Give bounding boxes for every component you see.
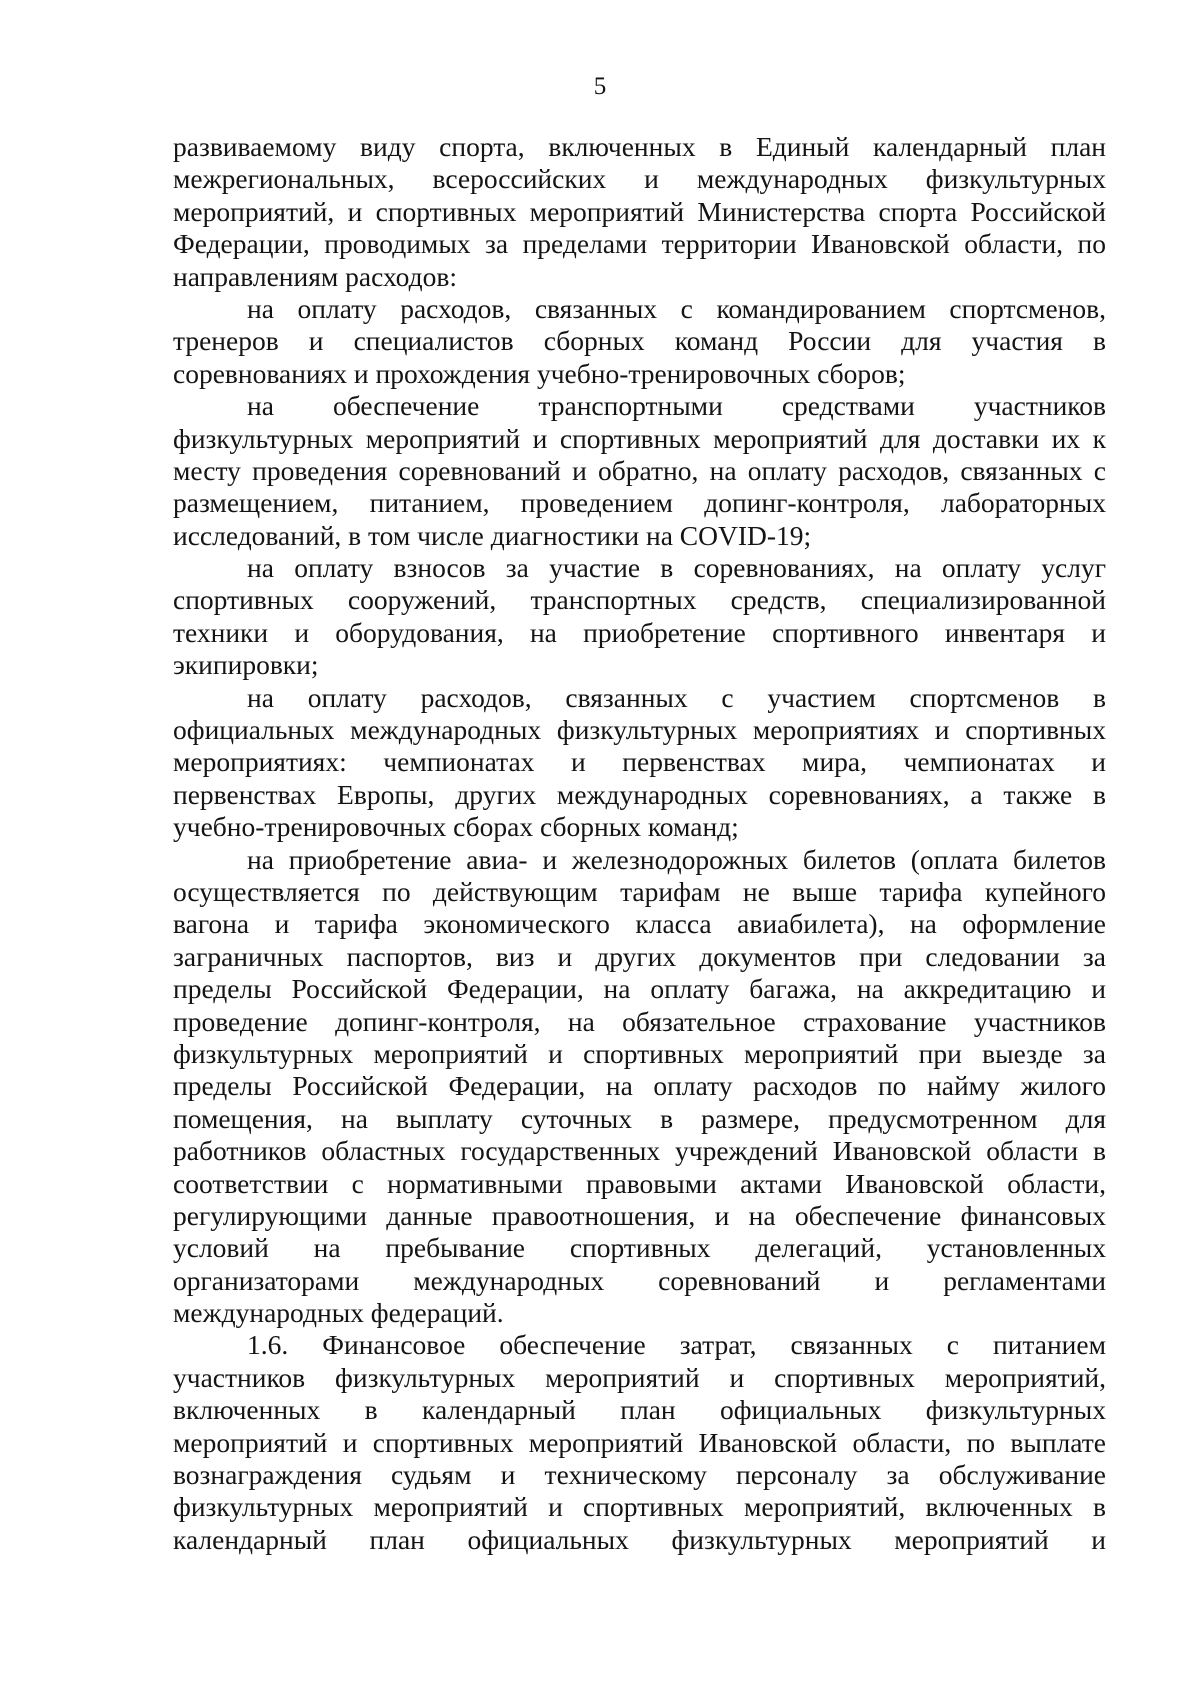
text-line: Федерации, проводимых за пределами территории Ивановской области, по — [173, 228, 1106, 260]
text-line: проведение допинг-контроля, на обязательное страхование участников — [173, 1005, 1106, 1037]
text-line: физкультурных мероприятий и спортивных мероприятий, включенных в — [173, 1491, 1106, 1523]
text-line: на приобретение авиа- и железнодорожных билетов (оплата билетов — [247, 843, 1106, 875]
text-line: размещением, питанием, проведением допинг-контроля, лабораторных — [173, 487, 1106, 519]
text-line: условий на пребывание спортивных делегаций, установленных — [173, 1232, 1106, 1264]
document-body — [173, 131, 1106, 1556]
text-line: развиваемому виду спорта, включенных в Единый календарный план — [173, 131, 1106, 162]
text-line: первенствах Европы, других международных соревнованиях, а также в — [173, 778, 1106, 810]
text-line: учебно-тренировочных сборах сборных команд; — [173, 811, 739, 843]
text-line: регулирующими данные правоотношения, и на обеспечение финансовых — [173, 1199, 1106, 1231]
text-line: международных федераций. — [173, 1297, 504, 1329]
text-line: на оплату расходов, связанных с командированием спортсменов, — [247, 292, 1106, 324]
text-line: организаторами международных соревнований и регламентами — [173, 1264, 1106, 1296]
text-line: физкультурных мероприятий и спортивных мероприятий для доставки их к — [173, 422, 1106, 454]
text-line: календарный план официальных физкультурных мероприятий и — [173, 1523, 1106, 1555]
text-line: вознаграждения судьям и техническому персоналу за обслуживание — [173, 1459, 1106, 1491]
text-line: мероприятий, и спортивных мероприятий Министерства спорта Российской — [173, 195, 1106, 227]
text-line: вагона и тарифа экономического класса авиабилета), на оформление — [173, 908, 1106, 940]
text-line: направлениям расходов: — [173, 260, 457, 292]
text-line: соответствии с нормативными правовыми актами Ивановской области, — [173, 1167, 1106, 1199]
text-line: исследований, в том числе диагностики на COVID-19; — [173, 519, 812, 551]
text-line: осуществляется по действующим тарифам не выше тарифа купейного — [173, 875, 1106, 907]
text-line: спортивных сооружений, транспортных средств, специализированной — [173, 584, 1106, 616]
text-line: на оплату расходов, связанных с участием спортсменов в — [247, 681, 1106, 713]
text-line: мероприятий и спортивных мероприятий Ивановской области, по выплате — [173, 1426, 1106, 1458]
text-line: пределы Российской Федерации, на оплату багажа, на аккредитацию и — [173, 973, 1106, 1005]
text-line: официальных международных физкультурных мероприятиях и спортивных — [173, 714, 1106, 746]
text-line: межрегиональных, всероссийских и международных физкультурных — [173, 163, 1106, 195]
text-line: физкультурных мероприятий и спортивных мероприятий при выезде за — [173, 1037, 1106, 1069]
text-line: месту проведения соревнований и обратно, на оплату расходов, связанных с — [173, 454, 1106, 486]
text-line: включенных в календарный план официальных физкультурных — [173, 1394, 1106, 1426]
text-line: 1.6. Финансовое обеспечение затрат, связанных с питанием — [247, 1329, 1106, 1361]
text-line: соревнованиях и прохождения учебно-тренировочных сборов; — [173, 357, 906, 389]
text-line: техники и оборудования, на приобретение спортивного инвентаря и — [173, 616, 1106, 648]
text-line: экипировки; — [173, 649, 319, 681]
text-line: мероприятиях: чемпионатах и первенствах мира, чемпионатах и — [173, 746, 1106, 778]
text-line: помещения, на выплату суточных в размере, предусмотренном для — [173, 1102, 1106, 1134]
page-number: 5 — [593, 73, 607, 100]
text-line: участников физкультурных мероприятий и спортивных мероприятий, — [173, 1361, 1106, 1393]
text-line: работников областных государственных учреждений Ивановской области в — [173, 1135, 1106, 1167]
text-line: тренеров и специалистов сборных команд России для участия в — [173, 325, 1106, 357]
text-line: на обеспечение транспортными средствами участников — [247, 390, 1106, 422]
text-line: заграничных паспортов, виз и других документов при следовании за — [173, 940, 1106, 972]
text-line: пределы Российской Федерации, на оплату расходов по найму жилого — [173, 1070, 1106, 1102]
text-line: на оплату взносов за участие в соревнованиях, на оплату услуг — [247, 552, 1106, 584]
